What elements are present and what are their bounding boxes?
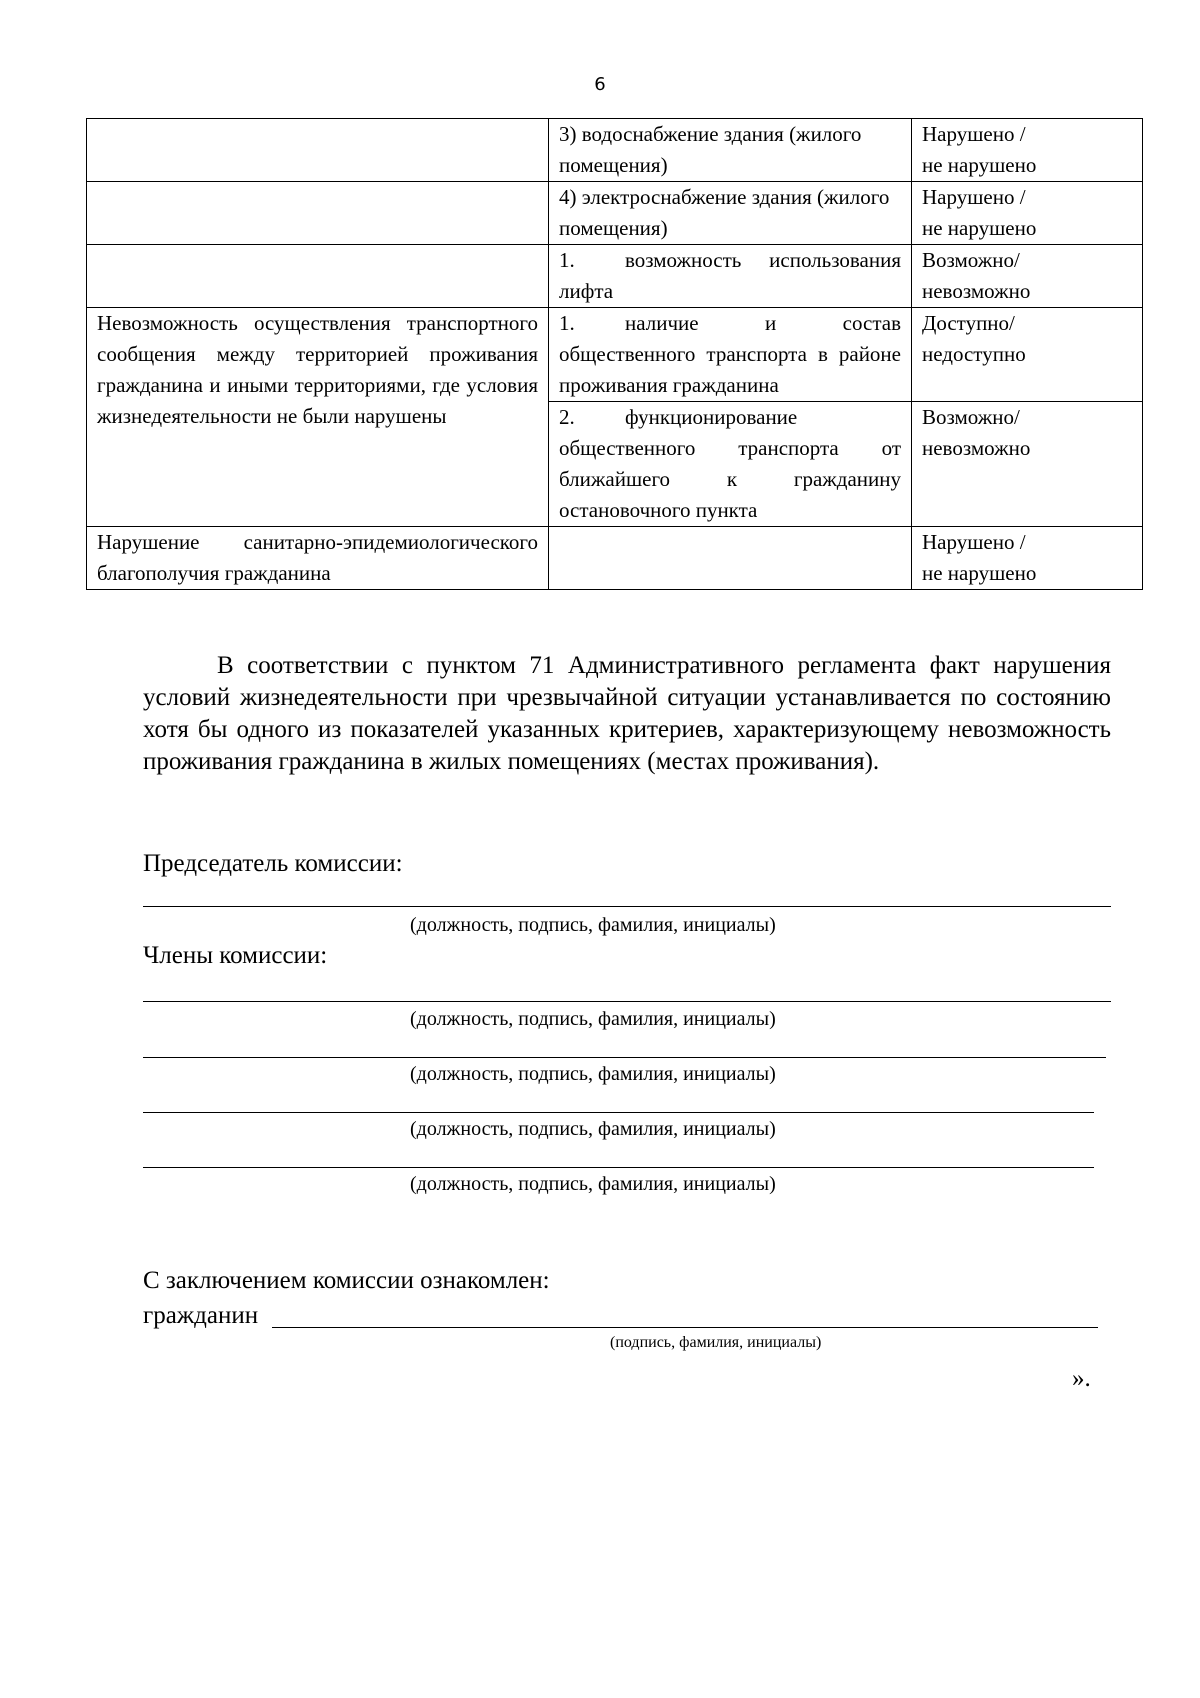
status-option: недоступно: [922, 342, 1026, 366]
status-option: не нарушено: [922, 561, 1037, 585]
chair-signature-line: [143, 906, 1111, 907]
status-option: Возможно/: [922, 248, 1020, 272]
indicator-text: функционирование общественного транспорта от ближайшего к гражданину остановочного пункта: [559, 405, 901, 522]
signature-hint: (должность, подпись, фамилия, инициалы): [410, 914, 776, 936]
page-number: 6: [594, 74, 606, 95]
member-signature-line: [143, 1001, 1111, 1002]
citizen-label: гражданин: [143, 1302, 259, 1329]
status-cell: [912, 308, 1143, 402]
indicator-cell: [549, 308, 912, 402]
member-signature-line: [143, 1057, 1106, 1058]
status-cell: [912, 245, 1143, 308]
signature-hint: (должность, подпись, фамилия, инициалы): [410, 1063, 776, 1085]
citizen-signature-hint: (подпись, фамилия, инициалы): [610, 1334, 822, 1351]
indicator-number: 2.: [559, 405, 575, 429]
criteria-table: [86, 118, 1143, 590]
indicator-text: 3) водоснабжение здания (жилого помещения): [559, 122, 862, 177]
closing-quote: ».: [1072, 1365, 1091, 1392]
indicator-cell: [549, 245, 912, 308]
status-cell: [912, 402, 1143, 527]
member-signature-line: [143, 1167, 1094, 1168]
indicator-text: возможность использования лифта: [559, 248, 901, 303]
status-cell: [912, 182, 1143, 245]
status-option: Нарушено /: [922, 122, 1026, 146]
table-row: [87, 119, 1143, 182]
status-option: не нарушено: [922, 216, 1037, 240]
indicator-text: 4) электроснабжение здания (жилого помещения): [559, 185, 890, 240]
criterion-cell: [87, 308, 549, 527]
criterion-cell: [87, 245, 549, 308]
status-option: Нарушено /: [922, 530, 1026, 554]
criterion-cell: [87, 182, 549, 245]
indicator-number: 1.: [559, 311, 575, 335]
status-option: Нарушено /: [922, 185, 1026, 209]
table-row: [87, 527, 1143, 590]
status-option: Возможно/: [922, 405, 1020, 429]
indicator-cell: [549, 527, 912, 590]
signature-hint: (должность, подпись, фамилия, инициалы): [410, 1008, 776, 1030]
table-row: [87, 245, 1143, 308]
status-cell: [912, 119, 1143, 182]
status-option: Доступно/: [922, 311, 1015, 335]
status-option: невозможно: [922, 436, 1031, 460]
criterion-text: Нарушение санитарно-эпидемиологического благополучия гражданина: [97, 530, 538, 585]
signature-hint: (должность, подпись, фамилия, инициалы): [410, 1173, 776, 1195]
criterion-cell: [87, 527, 549, 590]
members-label: Члены комиссии:: [143, 942, 328, 969]
acknowledgement-label: С заключением комиссии ознакомлен:: [143, 1267, 550, 1294]
criterion-cell: [87, 119, 549, 182]
member-signature-line: [143, 1112, 1094, 1113]
signature-hint: (должность, подпись, фамилия, инициалы): [410, 1118, 776, 1140]
indicator-cell: [549, 119, 912, 182]
indicator-cell: [549, 402, 912, 527]
criterion-text: Невозможность осуществления транспортного сообщения между территорией проживания гражданина и иными территориями, где условия жизнедеятельности не были нарушены: [97, 311, 538, 428]
status-option: невозможно: [922, 279, 1031, 303]
table-row: [87, 182, 1143, 245]
status-option: не нарушено: [922, 153, 1037, 177]
regulation-paragraph: В соответствии с пунктом 71 Административного регламента факт нарушения условий жизнедеятельности при чрезвычайной ситуации устанавливается по состоянию хотя бы одного из показателей указанных критериев, характеризующему невозможность проживания гражданина в жилых помещениях (местах проживания).: [143, 652, 1111, 775]
status-cell: [912, 527, 1143, 590]
citizen-signature-line: [272, 1327, 1098, 1328]
indicator-number: 1.: [559, 248, 575, 272]
indicator-cell: [549, 182, 912, 245]
table-row: [87, 308, 1143, 402]
chair-label: Председатель комиссии:: [143, 850, 403, 877]
indicator-text: наличие и состав общественного транспорта в районе проживания гражданина: [559, 311, 901, 397]
